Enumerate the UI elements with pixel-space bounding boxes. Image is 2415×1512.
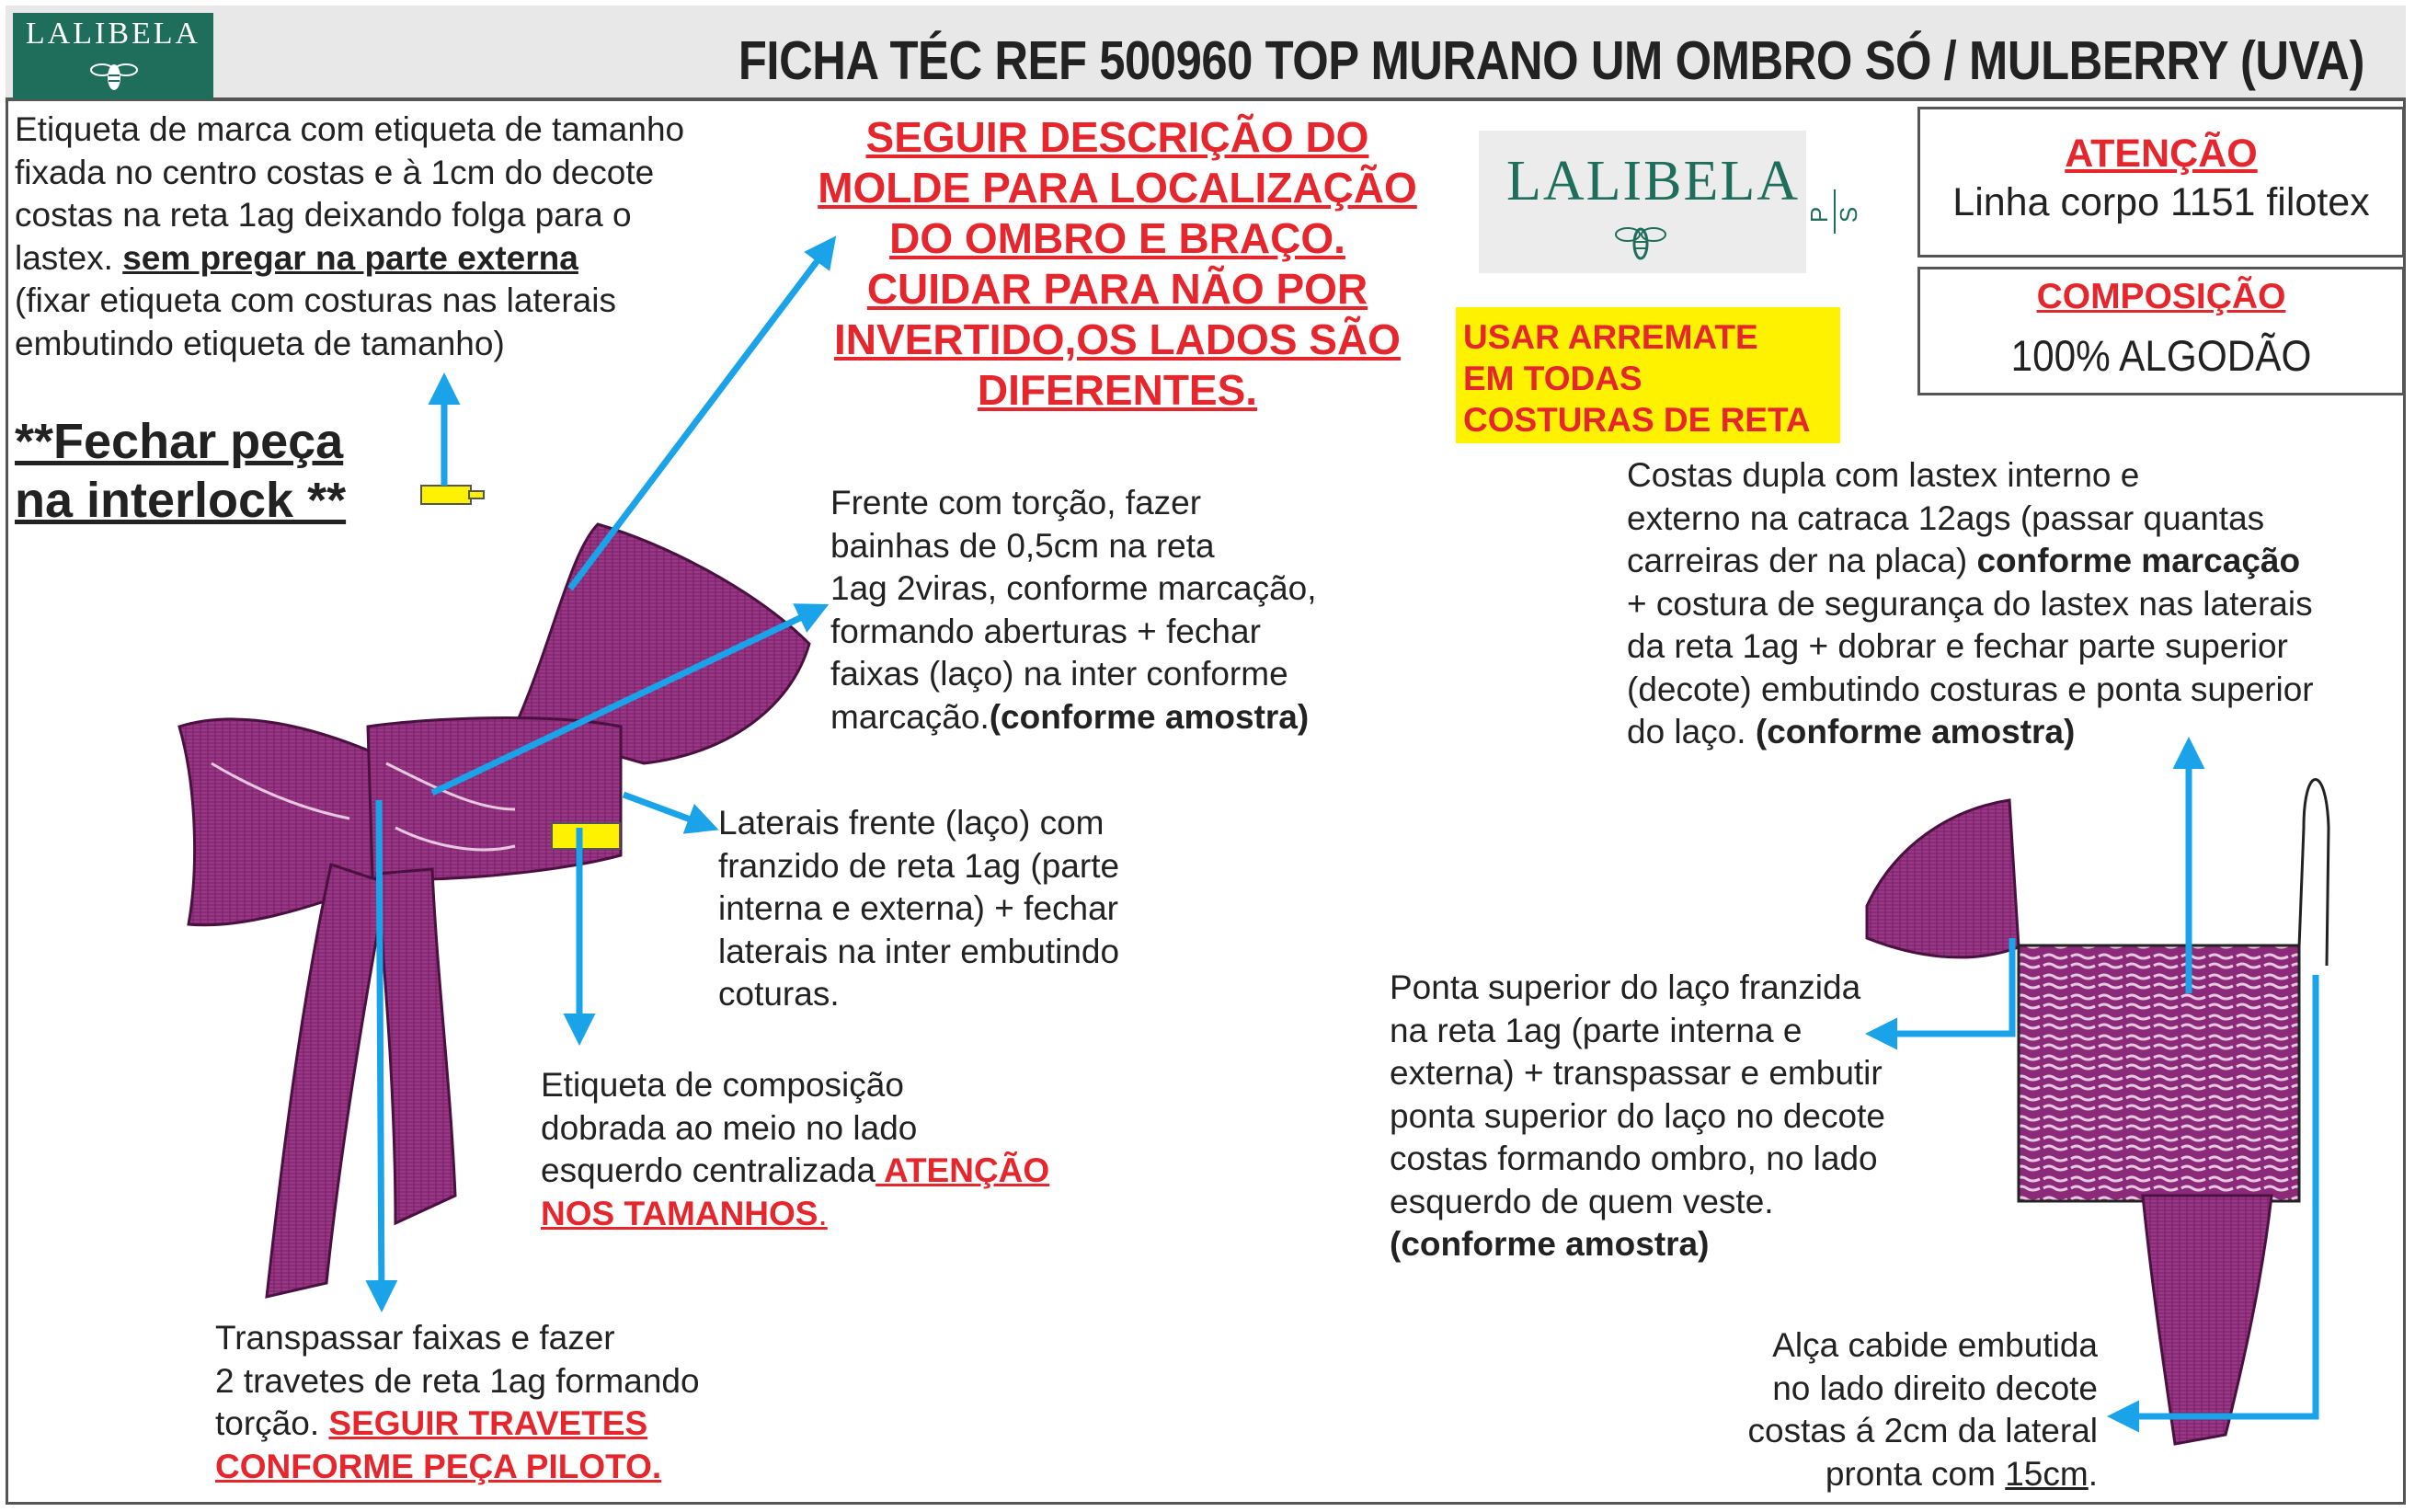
note-line: na reta 1ag (parte interna e [1390,1011,1803,1049]
note-alert: NOS TAMANHOS [541,1194,818,1232]
warning-line: MOLDE PARA LOCALIZAÇÃO [818,164,1417,212]
back-bow-tip [1867,800,2019,957]
arrow-warning [570,241,832,589]
note-line: ponta superior do laço no decote [1390,1096,1885,1135]
interlock-line: na interlock ** [15,473,347,528]
note-line: Costas dupla com lastex interno e [1627,456,2140,494]
note-line: faixas (laço) na inter conforme [830,655,1288,693]
ps-bottom: S [1835,206,1863,223]
note-line: costas á 2cm da lateral [1747,1412,2098,1449]
note-line: 1ag 2viras, conforme marcação, [830,569,1317,607]
note-line: Frente com torção, fazer [830,484,1202,521]
bow-center-band [368,718,621,880]
note-line: externo na catraca 12ags (passar quantas [1627,498,2265,537]
note-line: interna e externa) + fechar [718,889,1119,927]
ps-top: P [1805,206,1834,223]
note-emphasis: sem pregar na parte externa [122,238,578,277]
note-text: . [818,1194,828,1232]
warning-line: DO OMBRO E BRAÇO. [889,214,1345,262]
note-line: Transpassar faixas e fazer [215,1319,615,1357]
note-line: bainhas de 0,5cm na reta [830,526,1215,565]
note-line: laterais na inter embutindo [718,932,1120,970]
note-text: carreiras der na placa) [1627,542,1977,579]
note-line: (decote) embutindo costuras e ponta superior [1627,670,2314,708]
note-line: externa) + transpassar e embutir [1390,1054,1883,1092]
bow-right-tail [377,869,455,1223]
note-alert: SEGUIR TRAVETES [328,1404,648,1442]
note-line: formando aberturas + fechar [830,612,1261,650]
back-smocked-panel [2019,945,2299,1201]
note-text: torção. [215,1404,329,1442]
note-line: Etiqueta de composição [541,1066,904,1104]
note-line: costas na reta 1ag deixando folga para o [15,196,632,234]
note-line: Ponta superior do laço franzida [1390,968,1861,1006]
note-line: fixada no centro costas e à 1cm do decote [15,153,655,191]
warning-line: INVERTIDO,OS LADOS SÃO [834,315,1401,363]
finish-line: EM TODAS [1463,360,1642,397]
note-line: + costura de segurança do lastex nas laterais [1627,584,2313,623]
note-emphasis: conforme marcação [1976,542,2301,579]
note-text: lastex. [15,238,123,277]
note-text: pronta com [1825,1454,2006,1493]
warning-line: SEGUIR DESCRIÇÃO DO [865,113,1369,161]
note-line: Etiqueta de marca com etiqueta de tamanho [15,110,685,148]
note-line: costas formando ombro, no lado [1390,1140,1878,1177]
warning-line: CUIDAR PARA NÃO POR [866,265,1368,313]
note-emphasis: (conforme amostra) [1390,1225,1710,1263]
arrow-group [379,241,2316,1416]
note-line: (fixar etiqueta com costuras nas laterais [15,281,616,319]
note-text: . [2088,1454,2098,1493]
attention-text: Linha corpo 1151 filotex [1952,180,2370,224]
finish-line: USAR ARREMATE [1463,318,1758,356]
finish-line: COSTURAS DE RETA [1463,401,1811,439]
hanger-loop [2299,780,2329,967]
composition-text: 100% ALGODÃO [2010,331,2312,380]
warning-line: DIFERENTES. [977,366,1258,414]
note-alert: CONFORME PEÇA PILOTO. [215,1447,662,1485]
note-line: esquerdo de quem veste. [1390,1182,1774,1220]
brand-label-marker-tab [469,491,484,498]
note-line: da reta 1ag + dobrar e fechar parte superior [1627,627,2288,665]
note-alert: ATENÇÃO [876,1151,1050,1189]
interlock-line: **Fechar peça [15,414,344,469]
note-emphasis: (conforme amostra) [989,697,1310,736]
note-line: Laterais frente (laço) com [718,804,1104,842]
note-line: no lado direito decote [1772,1369,2098,1407]
note-line: dobrada ao meio no lado [541,1108,918,1147]
note-line: embutindo etiqueta de tamanho) [15,324,505,362]
composition-label-marker [552,823,620,849]
note-line: Alça cabide embutida [1772,1326,2098,1364]
back-top-illustration [1867,780,2329,1445]
note-text: esquerdo centralizada [541,1151,876,1189]
brand-label-marker [421,486,471,504]
note-emphasis: (conforme amostra) [1755,713,2076,750]
note-underlined: 15cm [2005,1454,2089,1493]
arrow-tack [379,800,382,1306]
bow-left-tail [267,865,386,1297]
attention-heading: ATENÇÃO [2065,132,2258,176]
composition-heading: COMPOSIÇÃO [2036,277,2286,316]
note-line: coturas. [718,975,840,1013]
note-line: 2 travetes de reta 1ag formando [215,1361,700,1400]
note-line: franzido de reta 1ag (parte [718,846,1120,885]
front-bow-illustration [179,524,809,1297]
page-title: FICHA TÉC REF 500960 TOP MURANO UM OMBRO SÓ / MULBERRY (UVA) [738,30,2364,91]
arrow-sides [624,795,713,828]
brand-logo-text: LALIBELA [1506,150,1801,212]
note-text: marcação. [830,697,990,736]
note-text: do laço. [1627,713,1756,750]
back-bow-tail [2143,1196,2272,1444]
brand-name: LALIBELA [25,17,201,51]
